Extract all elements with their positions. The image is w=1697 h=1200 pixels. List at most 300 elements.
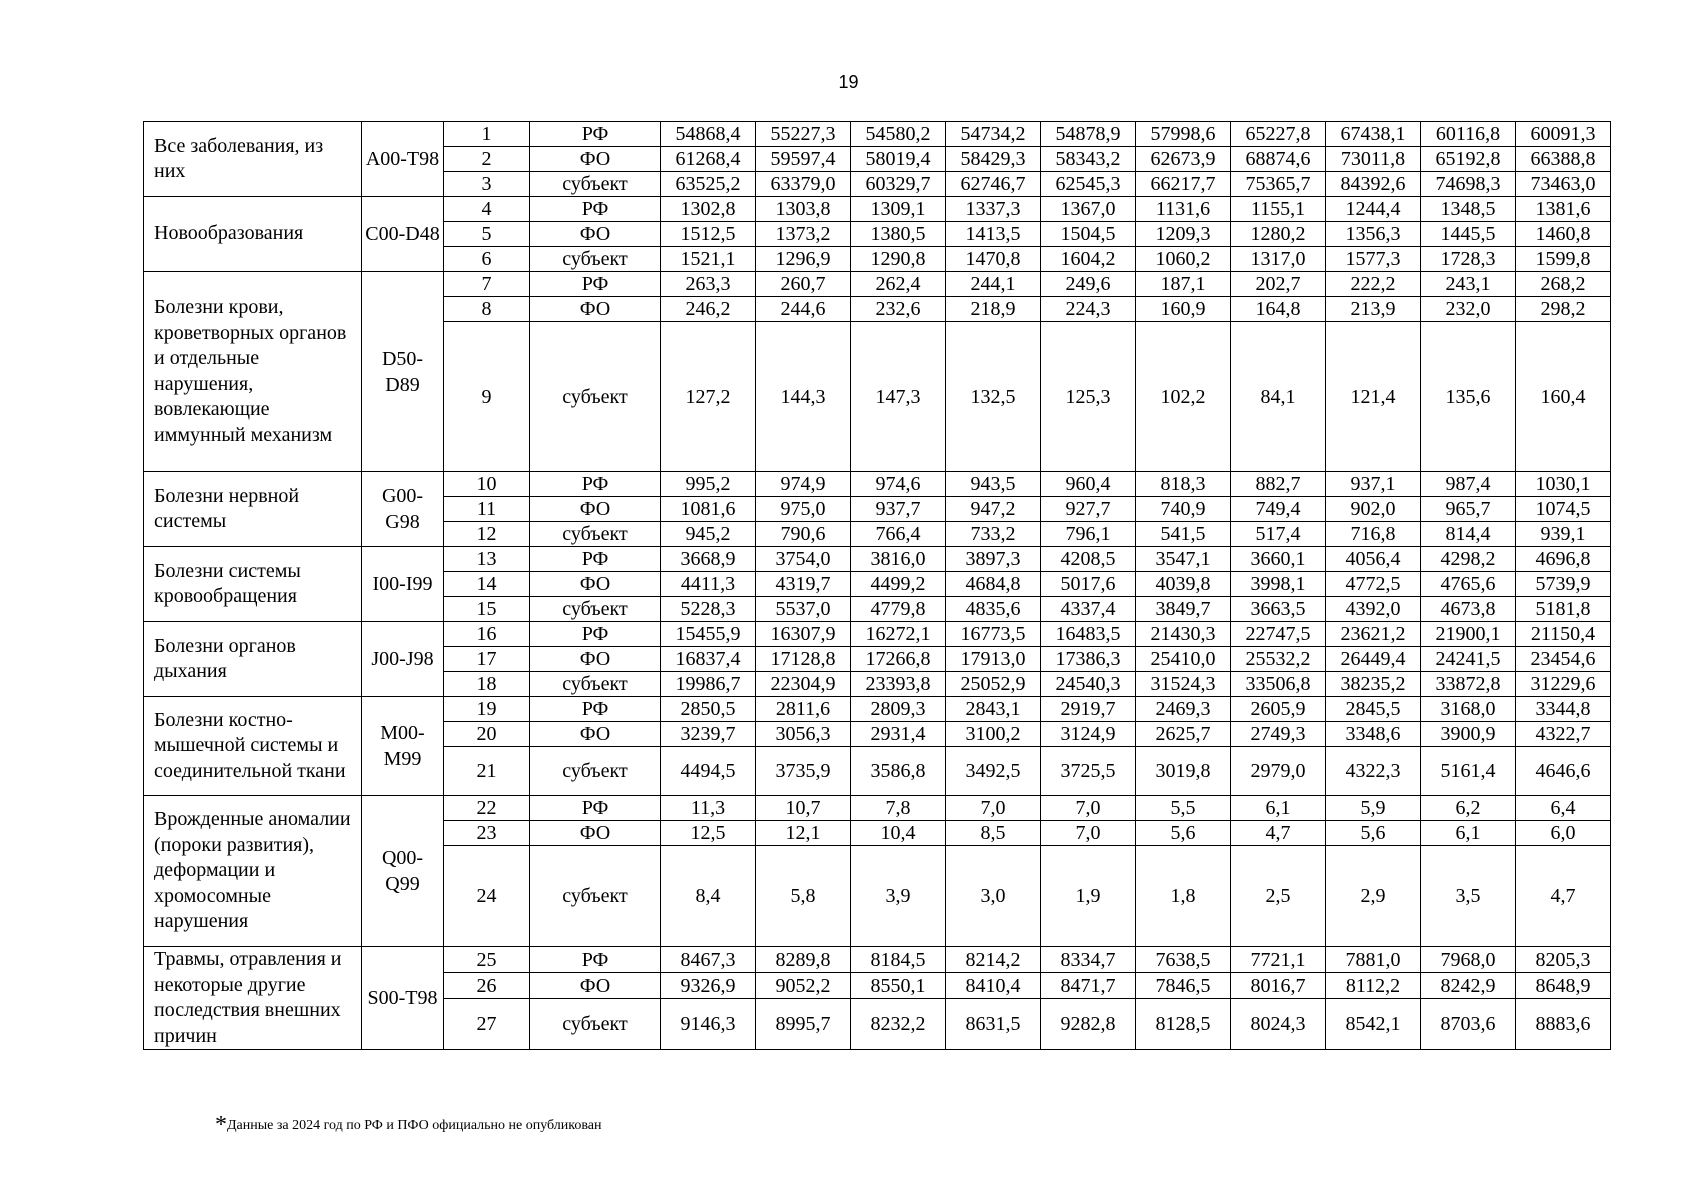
row-number: 16 <box>444 622 530 647</box>
value-cell: 4772,5 <box>1326 572 1421 597</box>
value-cell: 9326,9 <box>661 973 756 999</box>
value-cell: 7,0 <box>1041 821 1136 846</box>
value-cell: 3663,5 <box>1231 597 1326 622</box>
value-cell: 65192,8 <box>1421 147 1516 172</box>
row-number: 22 <box>444 796 530 821</box>
value-cell: 84392,6 <box>1326 172 1421 197</box>
value-cell: 54734,2 <box>946 122 1041 147</box>
row-number: 18 <box>444 672 530 697</box>
value-cell: 1356,3 <box>1326 222 1421 247</box>
value-cell: 3586,8 <box>851 747 946 796</box>
value-cell: 818,3 <box>1136 472 1231 497</box>
value-cell: 3668,9 <box>661 547 756 572</box>
value-cell: 3735,9 <box>756 747 851 796</box>
value-cell: 1512,5 <box>661 222 756 247</box>
value-cell: 8471,7 <box>1041 973 1136 999</box>
value-cell: 5,6 <box>1326 821 1421 846</box>
value-cell: 222,2 <box>1326 272 1421 297</box>
value-cell: 7846,5 <box>1136 973 1231 999</box>
row-number: 21 <box>444 747 530 796</box>
value-cell: 4696,8 <box>1516 547 1611 572</box>
row-number: 19 <box>444 697 530 722</box>
value-cell: 202,7 <box>1231 272 1326 297</box>
value-cell: 4646,6 <box>1516 747 1611 796</box>
value-cell: 164,8 <box>1231 297 1326 322</box>
value-cell: 66217,7 <box>1136 172 1231 197</box>
disease-category: Болезни нервной системы <box>144 472 362 547</box>
value-cell: 2843,1 <box>946 697 1041 722</box>
morbidity-table <box>143 121 1611 1050</box>
value-cell: 3849,7 <box>1136 597 1231 622</box>
level-label: ФО <box>530 147 661 172</box>
level-label: субъект <box>530 747 661 796</box>
disease-category: Все заболевания, из них <box>144 122 362 197</box>
value-cell: 132,5 <box>946 322 1041 472</box>
value-cell: 4322,3 <box>1326 747 1421 796</box>
row-number: 10 <box>444 472 530 497</box>
disease-category: Болезни органов дыхания <box>144 622 362 697</box>
table-row <box>144 197 1611 222</box>
value-cell: 3900,9 <box>1421 722 1516 747</box>
value-cell: 1348,5 <box>1421 197 1516 222</box>
row-number: 4 <box>444 197 530 222</box>
level-label: ФО <box>530 821 661 846</box>
value-cell: 5161,4 <box>1421 747 1516 796</box>
value-cell: 8648,9 <box>1516 973 1611 999</box>
value-cell: 54580,2 <box>851 122 946 147</box>
value-cell: 3348,6 <box>1326 722 1421 747</box>
value-cell: 4298,2 <box>1421 547 1516 572</box>
value-cell: 5228,3 <box>661 597 756 622</box>
value-cell: 8883,6 <box>1516 999 1611 1050</box>
row-number: 15 <box>444 597 530 622</box>
value-cell: 8631,5 <box>946 999 1041 1050</box>
value-cell: 1577,3 <box>1326 247 1421 272</box>
value-cell: 84,1 <box>1231 322 1326 472</box>
value-cell: 55227,3 <box>756 122 851 147</box>
level-label: субъект <box>530 172 661 197</box>
value-cell: 5181,8 <box>1516 597 1611 622</box>
row-number: 24 <box>444 846 530 947</box>
level-label: ФО <box>530 222 661 247</box>
value-cell: 31229,6 <box>1516 672 1611 697</box>
value-cell: 8205,3 <box>1516 947 1611 973</box>
value-cell: 1337,3 <box>946 197 1041 222</box>
level-label: РФ <box>530 697 661 722</box>
value-cell: 25532,2 <box>1231 647 1326 672</box>
value-cell: 63525,2 <box>661 172 756 197</box>
value-cell: 33872,8 <box>1421 672 1516 697</box>
value-cell: 1445,5 <box>1421 222 1516 247</box>
level-label: РФ <box>530 547 661 572</box>
value-cell: 975,0 <box>756 497 851 522</box>
level-label: ФО <box>530 297 661 322</box>
value-cell: 10,7 <box>756 796 851 821</box>
icd-code: A00-T98 <box>362 122 444 197</box>
value-cell: 7881,0 <box>1326 947 1421 973</box>
value-cell: 4,7 <box>1516 846 1611 947</box>
row-number: 25 <box>444 947 530 973</box>
value-cell: 2919,7 <box>1041 697 1136 722</box>
icd-code: Q00-Q99 <box>362 796 444 947</box>
value-cell: 260,7 <box>756 272 851 297</box>
table-row <box>144 947 1611 973</box>
level-label: субъект <box>530 247 661 272</box>
table-row <box>144 622 1611 647</box>
value-cell: 1296,9 <box>756 247 851 272</box>
value-cell: 187,1 <box>1136 272 1231 297</box>
value-cell: 8995,7 <box>756 999 851 1050</box>
value-cell: 11,3 <box>661 796 756 821</box>
value-cell: 58343,2 <box>1041 147 1136 172</box>
value-cell: 263,3 <box>661 272 756 297</box>
value-cell: 6,2 <box>1421 796 1516 821</box>
value-cell: 960,4 <box>1041 472 1136 497</box>
level-label: ФО <box>530 647 661 672</box>
table-row <box>144 472 1611 497</box>
value-cell: 1,8 <box>1136 846 1231 947</box>
value-cell: 943,5 <box>946 472 1041 497</box>
value-cell: 25052,9 <box>946 672 1041 697</box>
value-cell: 75365,7 <box>1231 172 1326 197</box>
value-cell: 4684,8 <box>946 572 1041 597</box>
value-cell: 21430,3 <box>1136 622 1231 647</box>
value-cell: 8128,5 <box>1136 999 1231 1050</box>
value-cell: 3019,8 <box>1136 747 1231 796</box>
value-cell: 3754,0 <box>756 547 851 572</box>
value-cell: 65227,8 <box>1231 122 1326 147</box>
value-cell: 16837,4 <box>661 647 756 672</box>
value-cell: 2625,7 <box>1136 722 1231 747</box>
level-label: субъект <box>530 672 661 697</box>
value-cell: 1604,2 <box>1041 247 1136 272</box>
value-cell: 60116,8 <box>1421 122 1516 147</box>
value-cell: 268,2 <box>1516 272 1611 297</box>
value-cell: 1367,0 <box>1041 197 1136 222</box>
value-cell: 17266,8 <box>851 647 946 672</box>
value-cell: 1131,6 <box>1136 197 1231 222</box>
value-cell: 4779,8 <box>851 597 946 622</box>
value-cell: 5,8 <box>756 846 851 947</box>
value-cell: 8410,4 <box>946 973 1041 999</box>
value-cell: 1470,8 <box>946 247 1041 272</box>
value-cell: 12,1 <box>756 821 851 846</box>
value-cell: 298,2 <box>1516 297 1611 322</box>
value-cell: 224,3 <box>1041 297 1136 322</box>
level-label: субъект <box>530 597 661 622</box>
level-label: ФО <box>530 722 661 747</box>
value-cell: 517,4 <box>1231 522 1326 547</box>
value-cell: 24241,5 <box>1421 647 1516 672</box>
value-cell: 9282,8 <box>1041 999 1136 1050</box>
value-cell: 4411,3 <box>661 572 756 597</box>
row-number: 8 <box>444 297 530 322</box>
value-cell: 8289,8 <box>756 947 851 973</box>
level-label: ФО <box>530 973 661 999</box>
table-row <box>144 547 1611 572</box>
value-cell: 3998,1 <box>1231 572 1326 597</box>
level-label: РФ <box>530 472 661 497</box>
value-cell: 5,5 <box>1136 796 1231 821</box>
value-cell: 4337,4 <box>1041 597 1136 622</box>
value-cell: 244,1 <box>946 272 1041 297</box>
value-cell: 8550,1 <box>851 973 946 999</box>
value-cell: 2850,5 <box>661 697 756 722</box>
level-label: РФ <box>530 796 661 821</box>
value-cell: 16272,1 <box>851 622 946 647</box>
value-cell: 1081,6 <box>661 497 756 522</box>
value-cell: 218,9 <box>946 297 1041 322</box>
icd-code: I00-I99 <box>362 547 444 622</box>
value-cell: 62673,9 <box>1136 147 1231 172</box>
value-cell: 160,4 <box>1516 322 1611 472</box>
row-number: 5 <box>444 222 530 247</box>
value-cell: 5739,9 <box>1516 572 1611 597</box>
value-cell: 15455,9 <box>661 622 756 647</box>
value-cell: 2605,9 <box>1231 697 1326 722</box>
value-cell: 6,1 <box>1231 796 1326 821</box>
value-cell: 939,1 <box>1516 522 1611 547</box>
value-cell: 4322,7 <box>1516 722 1611 747</box>
value-cell: 4494,5 <box>661 747 756 796</box>
value-cell: 6,4 <box>1516 796 1611 821</box>
row-number: 17 <box>444 647 530 672</box>
value-cell: 1074,5 <box>1516 497 1611 522</box>
value-cell: 1599,8 <box>1516 247 1611 272</box>
value-cell: 1244,4 <box>1326 197 1421 222</box>
value-cell: 1521,1 <box>661 247 756 272</box>
value-cell: 7638,5 <box>1136 947 1231 973</box>
value-cell: 3897,3 <box>946 547 1041 572</box>
value-cell: 5,6 <box>1136 821 1231 846</box>
value-cell: 243,1 <box>1421 272 1516 297</box>
value-cell: 61268,4 <box>661 147 756 172</box>
page-number: 19 <box>838 72 859 92</box>
value-cell: 16307,9 <box>756 622 851 647</box>
value-cell: 974,6 <box>851 472 946 497</box>
value-cell: 4673,8 <box>1421 597 1516 622</box>
value-cell: 8334,7 <box>1041 947 1136 973</box>
value-cell: 17386,3 <box>1041 647 1136 672</box>
value-cell: 974,9 <box>756 472 851 497</box>
value-cell: 1317,0 <box>1231 247 1326 272</box>
value-cell: 6,1 <box>1421 821 1516 846</box>
value-cell: 3124,9 <box>1041 722 1136 747</box>
value-cell: 3,9 <box>851 846 946 947</box>
icd-code: C00-D48 <box>362 197 444 272</box>
value-cell: 127,2 <box>661 322 756 472</box>
value-cell: 8242,9 <box>1421 973 1516 999</box>
value-cell: 38235,2 <box>1326 672 1421 697</box>
value-cell: 4499,2 <box>851 572 946 597</box>
footnote-marker: * <box>215 1112 227 1138</box>
value-cell: 790,6 <box>756 522 851 547</box>
value-cell: 66388,8 <box>1516 147 1611 172</box>
value-cell: 1413,5 <box>946 222 1041 247</box>
value-cell: 262,4 <box>851 272 946 297</box>
row-number: 11 <box>444 497 530 522</box>
value-cell: 54868,4 <box>661 122 756 147</box>
value-cell: 3492,5 <box>946 747 1041 796</box>
value-cell: 1381,6 <box>1516 197 1611 222</box>
row-number: 27 <box>444 999 530 1050</box>
value-cell: 937,1 <box>1326 472 1421 497</box>
value-cell: 733,2 <box>946 522 1041 547</box>
disease-category: Болезни костно-мышечной системы и соединительной ткани <box>144 697 362 796</box>
value-cell: 1309,1 <box>851 197 946 222</box>
value-cell: 54878,9 <box>1041 122 1136 147</box>
value-cell: 1155,1 <box>1231 197 1326 222</box>
value-cell: 8,5 <box>946 821 1041 846</box>
level-label: РФ <box>530 947 661 973</box>
value-cell: 1373,2 <box>756 222 851 247</box>
row-number: 20 <box>444 722 530 747</box>
value-cell: 5537,0 <box>756 597 851 622</box>
value-cell: 814,4 <box>1421 522 1516 547</box>
value-cell: 23454,6 <box>1516 647 1611 672</box>
value-cell: 63379,0 <box>756 172 851 197</box>
value-cell: 135,6 <box>1421 322 1516 472</box>
value-cell: 73463,0 <box>1516 172 1611 197</box>
value-cell: 2469,3 <box>1136 697 1231 722</box>
value-cell: 766,4 <box>851 522 946 547</box>
value-cell: 57998,6 <box>1136 122 1231 147</box>
row-number: 6 <box>444 247 530 272</box>
value-cell: 23621,2 <box>1326 622 1421 647</box>
table-row <box>144 122 1611 147</box>
row-number: 14 <box>444 572 530 597</box>
value-cell: 21900,1 <box>1421 622 1516 647</box>
row-number: 1 <box>444 122 530 147</box>
value-cell: 5,9 <box>1326 796 1421 821</box>
value-cell: 3056,3 <box>756 722 851 747</box>
value-cell: 147,3 <box>851 322 946 472</box>
value-cell: 8703,6 <box>1421 999 1516 1050</box>
value-cell: 22304,9 <box>756 672 851 697</box>
value-cell: 8184,5 <box>851 947 946 973</box>
value-cell: 1303,8 <box>756 197 851 222</box>
value-cell: 796,1 <box>1041 522 1136 547</box>
value-cell: 1380,5 <box>851 222 946 247</box>
value-cell: 3660,1 <box>1231 547 1326 572</box>
value-cell: 3239,7 <box>661 722 756 747</box>
table-row <box>144 697 1611 722</box>
value-cell: 62746,7 <box>946 172 1041 197</box>
value-cell: 1302,8 <box>661 197 756 222</box>
value-cell: 8016,7 <box>1231 973 1326 999</box>
level-label: субъект <box>530 846 661 947</box>
row-number: 9 <box>444 322 530 472</box>
value-cell: 244,6 <box>756 297 851 322</box>
disease-category: Новообразования <box>144 197 362 272</box>
row-number: 3 <box>444 172 530 197</box>
value-cell: 22747,5 <box>1231 622 1326 647</box>
row-number: 2 <box>444 147 530 172</box>
value-cell: 6,0 <box>1516 821 1611 846</box>
table-row <box>144 796 1611 821</box>
value-cell: 2979,0 <box>1231 747 1326 796</box>
value-cell: 4208,5 <box>1041 547 1136 572</box>
value-cell: 8467,3 <box>661 947 756 973</box>
value-cell: 16773,5 <box>946 622 1041 647</box>
value-cell: 7968,0 <box>1421 947 1516 973</box>
value-cell: 213,9 <box>1326 297 1421 322</box>
footnote <box>215 1112 602 1139</box>
disease-category: Болезни системы кровообращения <box>144 547 362 622</box>
value-cell: 4835,6 <box>946 597 1041 622</box>
level-label: субъект <box>530 999 661 1050</box>
value-cell: 2749,3 <box>1231 722 1326 747</box>
value-cell: 947,2 <box>946 497 1041 522</box>
value-cell: 8542,1 <box>1326 999 1421 1050</box>
value-cell: 10,4 <box>851 821 946 846</box>
value-cell: 58019,4 <box>851 147 946 172</box>
value-cell: 102,2 <box>1136 322 1231 472</box>
value-cell: 26449,4 <box>1326 647 1421 672</box>
value-cell: 1460,8 <box>1516 222 1611 247</box>
value-cell: 2811,6 <box>756 697 851 722</box>
value-cell: 8232,2 <box>851 999 946 1050</box>
value-cell: 4039,8 <box>1136 572 1231 597</box>
icd-code: G00-G98 <box>362 472 444 547</box>
level-label: РФ <box>530 272 661 297</box>
icd-code: S00-T98 <box>362 947 444 1050</box>
value-cell: 60329,7 <box>851 172 946 197</box>
footnote-text: Данные за 2024 год по РФ и ПФО официально не опубликован <box>227 1118 602 1133</box>
value-cell: 541,5 <box>1136 522 1231 547</box>
value-cell: 24540,3 <box>1041 672 1136 697</box>
row-number: 13 <box>444 547 530 572</box>
value-cell: 58429,3 <box>946 147 1041 172</box>
value-cell: 716,8 <box>1326 522 1421 547</box>
value-cell: 8024,3 <box>1231 999 1326 1050</box>
level-label: РФ <box>530 197 661 222</box>
value-cell: 2931,4 <box>851 722 946 747</box>
value-cell: 1209,3 <box>1136 222 1231 247</box>
value-cell: 62545,3 <box>1041 172 1136 197</box>
value-cell: 945,2 <box>661 522 756 547</box>
icd-code: J00-J98 <box>362 622 444 697</box>
value-cell: 995,2 <box>661 472 756 497</box>
icd-code: D50-D89 <box>362 272 444 472</box>
value-cell: 7721,1 <box>1231 947 1326 973</box>
value-cell: 67438,1 <box>1326 122 1421 147</box>
value-cell: 232,0 <box>1421 297 1516 322</box>
value-cell: 1030,1 <box>1516 472 1611 497</box>
value-cell: 8112,2 <box>1326 973 1421 999</box>
value-cell: 25410,0 <box>1136 647 1231 672</box>
value-cell: 59597,4 <box>756 147 851 172</box>
value-cell: 1280,2 <box>1231 222 1326 247</box>
value-cell: 1060,2 <box>1136 247 1231 272</box>
value-cell: 16483,5 <box>1041 622 1136 647</box>
row-number: 23 <box>444 821 530 846</box>
value-cell: 4765,6 <box>1421 572 1516 597</box>
level-label: РФ <box>530 622 661 647</box>
value-cell: 17128,8 <box>756 647 851 672</box>
row-number: 12 <box>444 522 530 547</box>
value-cell: 882,7 <box>1231 472 1326 497</box>
value-cell: 4,7 <box>1231 821 1326 846</box>
value-cell: 3547,1 <box>1136 547 1231 572</box>
value-cell: 160,9 <box>1136 297 1231 322</box>
value-cell: 33506,8 <box>1231 672 1326 697</box>
value-cell: 3,0 <box>946 846 1041 947</box>
value-cell: 965,7 <box>1421 497 1516 522</box>
value-cell: 8214,2 <box>946 947 1041 973</box>
value-cell: 4319,7 <box>756 572 851 597</box>
disease-category: Болезни крови, кроветворных органов и отдельные нарушения, вовлекающие иммунный механизм <box>144 272 362 472</box>
